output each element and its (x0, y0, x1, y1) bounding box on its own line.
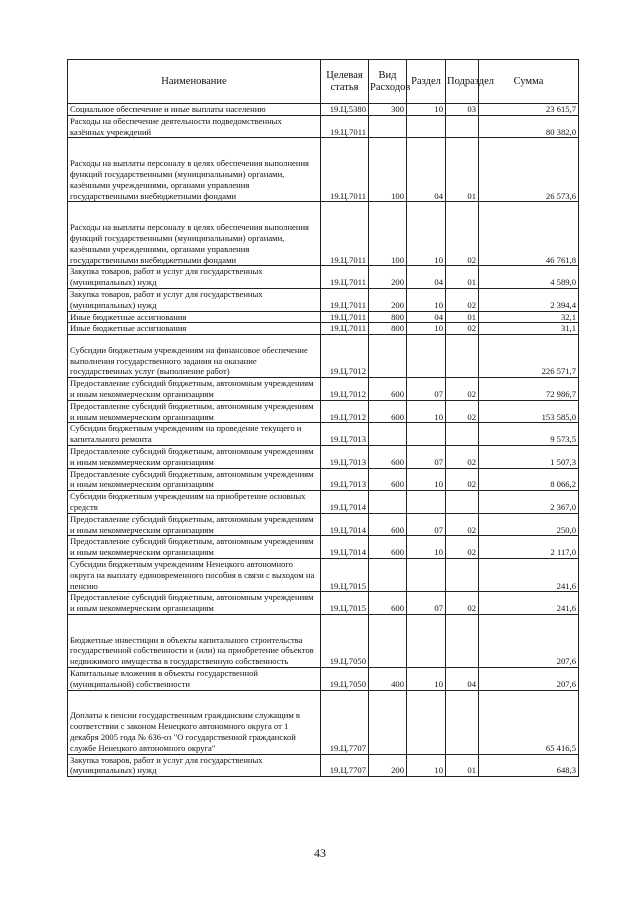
cell-sum: 9 573,5 (479, 423, 579, 446)
cell-name: Доплаты к пенсии государственным гражданским служащим в соответствии с законом Ненецкого автономного округа от 1 декабря 2005 года № 636-оз "О государственной гражданской службе Ненецкого автономного округа" (68, 690, 321, 754)
cell-expense-type (369, 335, 407, 378)
cell-target: 19.Ц.7707 (321, 754, 369, 777)
cell-expense-type: 600 (369, 445, 407, 468)
table-row (68, 138, 579, 202)
cell-name: Предоставление субсидий бюджетным, автономным учреждениям и иным некоммерческим организациям (68, 592, 321, 615)
cell-section: 04 (407, 266, 446, 289)
cell-expense-type: 600 (369, 513, 407, 536)
cell-name: Предоставление субсидий бюджетным, автономным учреждениям и иным некоммерческим организациям (68, 468, 321, 491)
cell-sum: 32,1 (479, 311, 579, 323)
cell-section: 04 (407, 138, 446, 202)
cell-subsection: 02 (446, 288, 479, 311)
cell-subsection (446, 115, 479, 138)
cell-section: 07 (407, 513, 446, 536)
cell-sum: 31,1 (479, 323, 579, 335)
cell-section (407, 423, 446, 446)
cell-target: 19.Ц.7012 (321, 378, 369, 401)
header-target: Целевая статья (321, 60, 369, 104)
cell-expense-type (369, 423, 407, 446)
table-row (68, 491, 579, 514)
cell-subsection: 01 (446, 138, 479, 202)
table-row (68, 445, 579, 468)
table-row (68, 558, 579, 591)
cell-expense-type: 600 (369, 378, 407, 401)
cell-target: 19.Ц.7013 (321, 423, 369, 446)
cell-name: Субсидии бюджетным учреждениям Ненецкого автономного округа на выплату единовременного пособия в связи с выходом на пенсию (68, 558, 321, 591)
header-expense-type: Вид Расходов (369, 60, 407, 104)
cell-expense-type: 400 (369, 667, 407, 690)
cell-name: Предоставление субсидий бюджетным, автономным учреждениям и иным некоммерческим организациям (68, 536, 321, 559)
cell-subsection: 01 (446, 266, 479, 289)
cell-target: 19.Ц.5380 (321, 104, 369, 116)
cell-sum: 72 986,7 (479, 378, 579, 401)
cell-subsection: 02 (446, 445, 479, 468)
cell-sum: 1 507,3 (479, 445, 579, 468)
cell-section: 10 (407, 288, 446, 311)
cell-section: 10 (407, 104, 446, 116)
cell-name: Закупка товаров, работ и услуг для государственных (муниципальных) нужд (68, 754, 321, 777)
cell-expense-type: 600 (369, 468, 407, 491)
table-row (68, 115, 579, 138)
cell-name: Предоставление субсидий бюджетным, автономным учреждениям и иным некоммерческим организациям (68, 400, 321, 423)
cell-expense-type: 800 (369, 323, 407, 335)
cell-name: Иные бюджетные ассигнования (68, 323, 321, 335)
cell-name: Закупка товаров, работ и услуг для государственных (муниципальных) нужд (68, 266, 321, 289)
table-row (68, 266, 579, 289)
cell-sum: 207,6 (479, 667, 579, 690)
cell-name: Иные бюджетные ассигнования (68, 311, 321, 323)
cell-subsection: 02 (446, 468, 479, 491)
cell-name: Субсидии бюджетным учреждениям на приобретение основных средств (68, 491, 321, 514)
cell-expense-type: 200 (369, 266, 407, 289)
cell-expense-type: 800 (369, 311, 407, 323)
cell-section: 04 (407, 311, 446, 323)
cell-subsection (446, 335, 479, 378)
cell-subsection: 02 (446, 400, 479, 423)
cell-section: 10 (407, 323, 446, 335)
cell-expense-type: 100 (369, 202, 407, 266)
cell-section: 07 (407, 445, 446, 468)
cell-section: 07 (407, 592, 446, 615)
cell-subsection: 01 (446, 311, 479, 323)
table-row (68, 536, 579, 559)
cell-name: Социальное обеспечение и иные выплаты населению (68, 104, 321, 116)
table-row (68, 202, 579, 266)
cell-sum: 241,6 (479, 558, 579, 591)
cell-target: 19.Ц.7013 (321, 445, 369, 468)
cell-sum: 46 761,8 (479, 202, 579, 266)
cell-section (407, 491, 446, 514)
cell-name: Расходы на выплаты персоналу в целях обеспечения выполнения функций государственными (муниципальными) органами, казёнными учреждениями, органами управления государственными внебюджетными фондами (68, 202, 321, 266)
cell-sum: 8 066,2 (479, 468, 579, 491)
cell-section: 10 (407, 536, 446, 559)
cell-target: 19.Ц.7011 (321, 266, 369, 289)
table-row (68, 104, 579, 116)
table-row (68, 311, 579, 323)
cell-sum: 648,3 (479, 754, 579, 777)
cell-name: Бюджетные инвестиции в объекты капитального строительства государственной собственности и (или) на приобретение объектов недвижимого имущества в государственную собственность (68, 614, 321, 667)
cell-name: Закупка товаров, работ и услуг для государственных (муниципальных) нужд (68, 288, 321, 311)
cell-section (407, 115, 446, 138)
cell-sum: 4 589,0 (479, 266, 579, 289)
cell-expense-type: 600 (369, 400, 407, 423)
cell-sum: 26 573,6 (479, 138, 579, 202)
cell-name: Расходы на обеспечение деятельности подведомственных казённых учреждений (68, 115, 321, 138)
cell-sum: 153 585,0 (479, 400, 579, 423)
cell-subsection: 02 (446, 378, 479, 401)
header-subsection: Подраздел (446, 60, 479, 104)
cell-sum: 23 615,7 (479, 104, 579, 116)
cell-expense-type: 200 (369, 754, 407, 777)
cell-subsection (446, 690, 479, 754)
cell-target: 19.Ц.7707 (321, 690, 369, 754)
cell-sum: 207,6 (479, 614, 579, 667)
table-row (68, 592, 579, 615)
cell-target: 19.Ц.7011 (321, 288, 369, 311)
cell-sum: 241,6 (479, 592, 579, 615)
cell-name: Расходы на выплаты персоналу в целях обеспечения выполнения функций государственными (муниципальными) органами, казёнными учреждениями, органами управления государственными внебюджетными фондами (68, 138, 321, 202)
cell-expense-type (369, 491, 407, 514)
table-row (68, 690, 579, 754)
cell-sum: 2 394,4 (479, 288, 579, 311)
cell-section (407, 558, 446, 591)
table-row (68, 513, 579, 536)
table-header-row (68, 60, 579, 104)
cell-expense-type (369, 115, 407, 138)
cell-target: 19.Ц.7050 (321, 614, 369, 667)
cell-target: 19.Ц.7014 (321, 536, 369, 559)
cell-sum: 65 416,5 (479, 690, 579, 754)
cell-expense-type (369, 558, 407, 591)
cell-subsection (446, 558, 479, 591)
cell-target: 19.Ц.7011 (321, 138, 369, 202)
cell-subsection (446, 614, 479, 667)
cell-name: Предоставление субсидий бюджетным, автономным учреждениям и иным некоммерческим организациям (68, 513, 321, 536)
page-number: 43 (314, 846, 326, 860)
cell-name: Предоставление субсидий бюджетным, автономным учреждениям и иным некоммерческим организациям (68, 445, 321, 468)
cell-subsection: 01 (446, 754, 479, 777)
cell-target: 19.Ц.7015 (321, 592, 369, 615)
header-section: Раздел (407, 60, 446, 104)
cell-expense-type: 600 (369, 536, 407, 559)
cell-sum: 2 367,0 (479, 491, 579, 514)
table-row (68, 323, 579, 335)
cell-target: 19.Ц.7014 (321, 491, 369, 514)
table-row (68, 614, 579, 667)
table-row (68, 468, 579, 491)
cell-expense-type: 100 (369, 138, 407, 202)
cell-sum: 250,0 (479, 513, 579, 536)
header-name: Наименование (68, 60, 321, 104)
cell-target: 19.Ц.7011 (321, 115, 369, 138)
cell-subsection: 02 (446, 513, 479, 536)
cell-sum: 226 571,7 (479, 335, 579, 378)
cell-section: 10 (407, 468, 446, 491)
cell-subsection: 02 (446, 536, 479, 559)
cell-expense-type: 600 (369, 592, 407, 615)
header-sum: Сумма (479, 60, 579, 104)
cell-subsection: 02 (446, 323, 479, 335)
table-row (68, 423, 579, 446)
cell-target: 19.Ц.7011 (321, 202, 369, 266)
cell-section: 10 (407, 667, 446, 690)
cell-name: Предоставление субсидий бюджетным, автономным учреждениям и иным некоммерческим организациям (68, 378, 321, 401)
cell-subsection: 04 (446, 667, 479, 690)
cell-target: 19.Ц.7050 (321, 667, 369, 690)
cell-target: 19.Ц.7015 (321, 558, 369, 591)
cell-section: 07 (407, 378, 446, 401)
cell-section (407, 335, 446, 378)
cell-name: Капитальные вложения в объекты государственной (муниципальной) собственности (68, 667, 321, 690)
cell-expense-type (369, 690, 407, 754)
cell-subsection (446, 491, 479, 514)
table-row (68, 754, 579, 777)
cell-section (407, 614, 446, 667)
cell-name: Субсидии бюджетным учреждениям на финансовое обеспечение выполнения государственного задания на оказание государственных услуг (выполнение работ) (68, 335, 321, 378)
cell-target: 19.Ц.7013 (321, 468, 369, 491)
cell-target: 19.Ц.7011 (321, 311, 369, 323)
cell-expense-type: 200 (369, 288, 407, 311)
cell-sum: 2 117,0 (479, 536, 579, 559)
cell-target: 19.Ц.7012 (321, 400, 369, 423)
table-row (68, 400, 579, 423)
cell-target: 19.Ц.7012 (321, 335, 369, 378)
table-row (68, 378, 579, 401)
cell-section: 10 (407, 400, 446, 423)
budget-table (67, 59, 579, 777)
table-row (68, 288, 579, 311)
cell-subsection: 02 (446, 202, 479, 266)
cell-section: 10 (407, 202, 446, 266)
table-row (68, 667, 579, 690)
cell-target: 19.Ц.7014 (321, 513, 369, 536)
cell-expense-type (369, 614, 407, 667)
cell-subsection (446, 423, 479, 446)
cell-section (407, 690, 446, 754)
cell-subsection: 02 (446, 592, 479, 615)
cell-sum: 80 382,0 (479, 115, 579, 138)
table-row (68, 335, 579, 378)
cell-name: Субсидии бюджетным учреждениям на проведение текущего и капитального ремонта (68, 423, 321, 446)
cell-subsection: 03 (446, 104, 479, 116)
cell-section: 10 (407, 754, 446, 777)
cell-expense-type: 300 (369, 104, 407, 116)
cell-target: 19.Ц.7011 (321, 323, 369, 335)
